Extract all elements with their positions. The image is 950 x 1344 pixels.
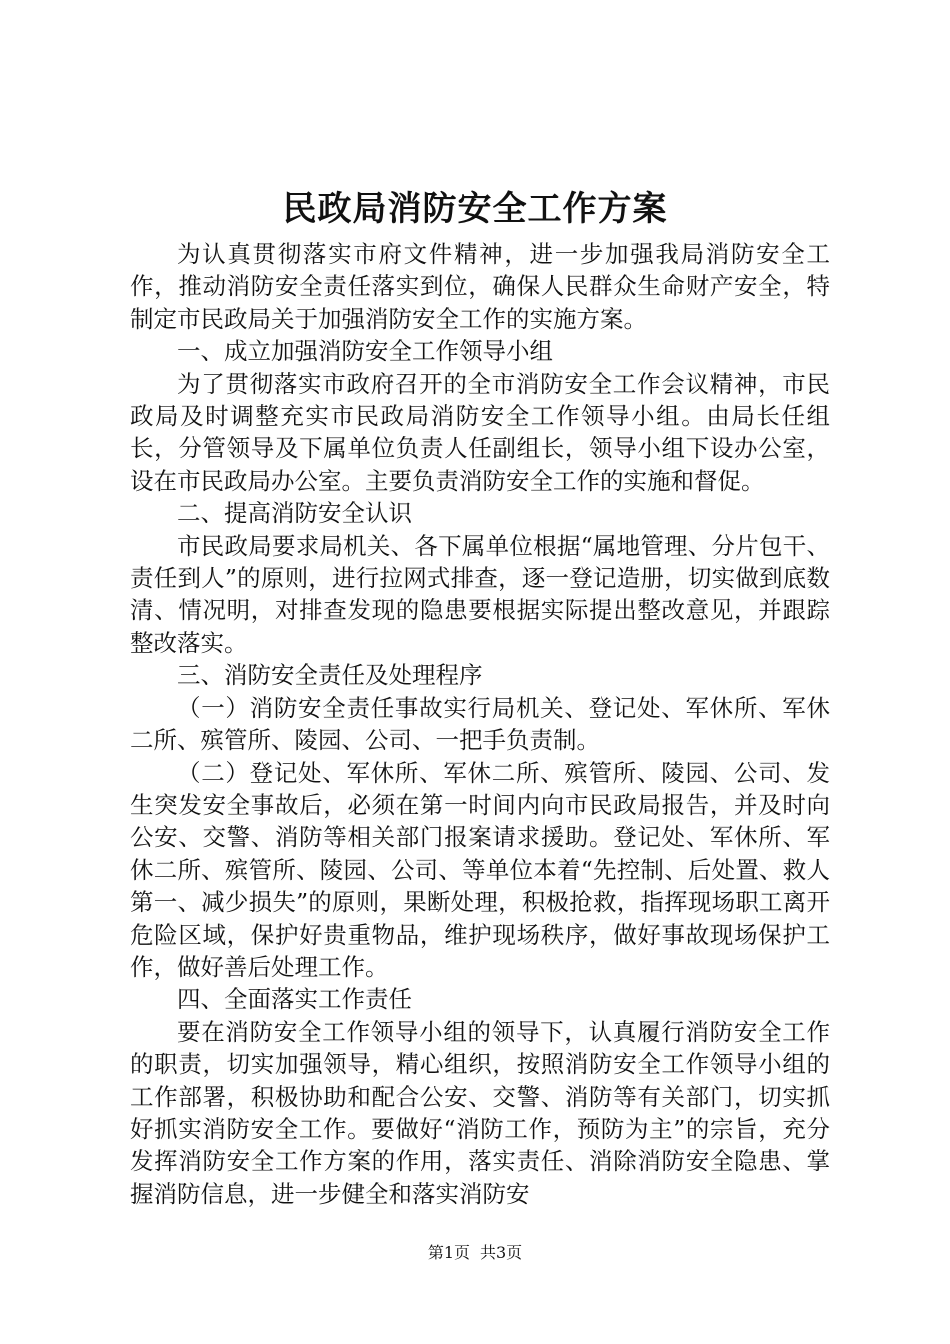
section-heading-2: 二、提高消防安全认识 (177, 499, 412, 528)
paragraph-section-3-item-1: （一）消防安全责任事故实行局机关、登记处、军休所、军休二所、殡管所、陵园、公司、一把手负责制。 (130, 693, 830, 755)
paragraph-section-4: 要在消防安全工作领导小组的领导下，认真履行消防安全工作的职责，切实加强领导，精心组织，按照消防安全工作领导小组的工作部署，积极协助和配合公安、交警、消防等有关部门，切实抓好抓实消防安全工作。要做好“消防工作，预防为主”的宗旨，充分发挥消防安全工作方案的作用，落实责任、消除消防安全隐患、掌握消防信息，进一步健全和落实消防安 (130, 1017, 830, 1208)
document-title: 民政局消防安全工作方案 (282, 189, 668, 229)
paragraph-section-1: 为了贯彻落实市政府召开的全市消防安全工作会议精神，市民政局及时调整充实市民政局消防安全工作领导小组。由局长任组长，分管领导及下属单位负责人任副组长，领导小组下设办公室，设在市民政局办公室。主要负责消防安全工作的实施和督促。 (130, 369, 830, 495)
page-total: 共3页 (480, 1243, 523, 1262)
page-number: 第1页 (427, 1243, 470, 1262)
document-body (130, 238, 830, 1210)
section-heading-4: 四、全面落实工作责任 (177, 985, 412, 1014)
paragraph-section-2: 市民政局要求局机关、各下属单位根据“属地管理、分片包干、责任到人”的原则，进行拉网式排查，逐一登记造册，切实做到底数清、情况明，对排查发现的隐患要根据实际提出整改意见，并跟踪整改落实。 (130, 531, 830, 657)
page-footer (0, 1242, 950, 1264)
section-heading-3: 三、消防安全责任及处理程序 (177, 661, 483, 690)
paragraph-section-3-item-2: （二）登记处、军休所、军休二所、殡管所、陵园、公司、发生突发安全事故后，必须在第一时间内向市民政局报告，并及时向公安、交警、消防等相关部门报案请求援助。登记处、军休所、军休二所、殡管所、陵园、公司、等单位本着“先控制、后处置、救人第一、减少损失”的原则，果断处理，积极抢救，指挥现场职工离开危险区域，保护好贵重物品，维护现场秩序，做好事故现场保护工作，做好善后处理工作。 (130, 758, 830, 981)
section-heading-1: 一、成立加强消防安全工作领导小组 (177, 337, 553, 366)
paragraph-intro: 为认真贯彻落实市府文件精神，进一步加强我局消防安全工作，推动消防安全责任落实到位，确保人民群众生命财产安全，特制定市民政局关于加强消防安全工作的实施方案。 (130, 240, 830, 333)
